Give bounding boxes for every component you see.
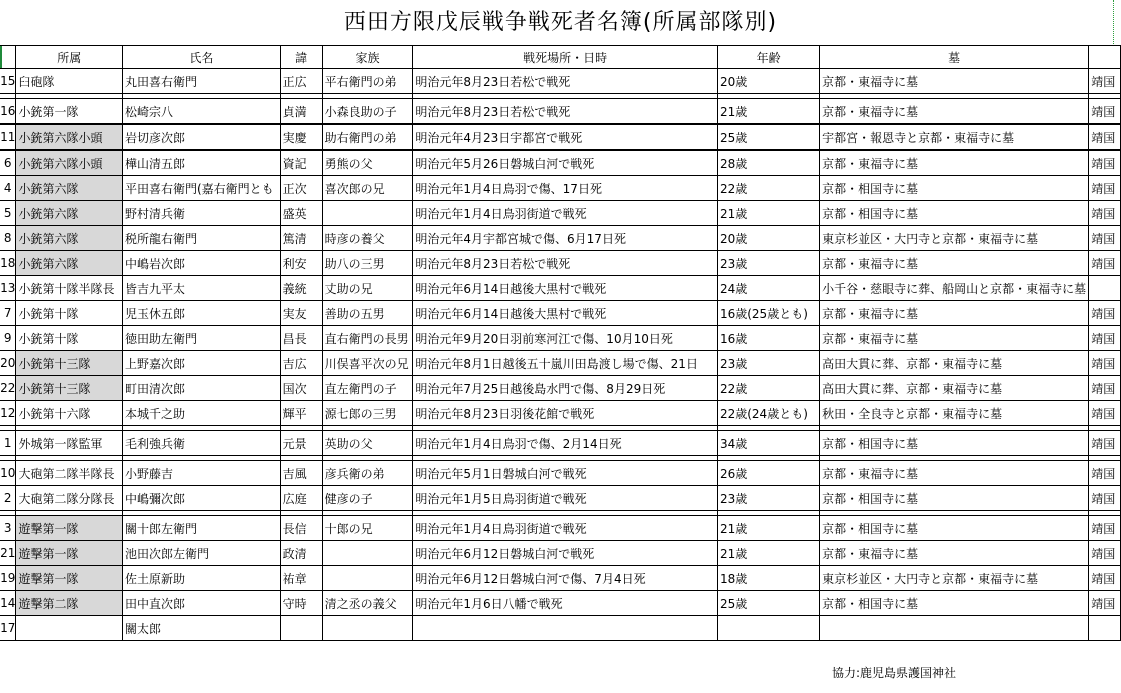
- cell-place[interactable]: 明治元年1月4日鳥羽街道で戦死: [413, 516, 718, 541]
- cell-shrine[interactable]: 靖国: [1089, 201, 1121, 226]
- cell-family[interactable]: 直右衛門の長男: [322, 326, 413, 351]
- cell-imina[interactable]: 資記: [280, 150, 322, 176]
- row-number[interactable]: 1: [0, 431, 16, 456]
- table-row: [0, 99, 1121, 125]
- cell-unit[interactable]: 小銃第一隊: [16, 99, 123, 125]
- row-number[interactable]: 14: [0, 591, 16, 616]
- cell-place[interactable]: 明治元年6月14日越後大黒村で戦死: [413, 301, 718, 326]
- cell-imina[interactable]: 利安: [280, 251, 322, 276]
- cell-name[interactable]: 徳田助左衛門: [123, 326, 281, 351]
- cell-age[interactable]: 20歳: [717, 69, 819, 94]
- cell-name[interactable]: 税所龍右衛門: [123, 226, 281, 251]
- row-number[interactable]: 9: [0, 326, 16, 351]
- cell-family[interactable]: 時彦の養父: [322, 226, 413, 251]
- cell-place[interactable]: 明治元年6月14日越後大黒村で戦死: [413, 276, 718, 301]
- cell-family[interactable]: [322, 616, 413, 641]
- cell-unit[interactable]: 遊撃第一隊: [16, 566, 123, 591]
- cell-grave[interactable]: 東京杉並区・大円寺と京都・東福寺に墓: [820, 566, 1089, 591]
- cell-imina[interactable]: 実友: [280, 301, 322, 326]
- cell-grave[interactable]: 秋田・全良寺と京都・東福寺に墓: [820, 401, 1089, 426]
- cell-imina[interactable]: 正広: [280, 69, 322, 94]
- cell-place[interactable]: 明治元年1月6日八幡で戦死: [413, 591, 718, 616]
- cell-age[interactable]: 25歳: [717, 591, 819, 616]
- cell-shrine[interactable]: 靖国: [1089, 591, 1121, 616]
- cell-family[interactable]: [322, 201, 413, 226]
- cell-place[interactable]: 明治元年1月4日鳥羽で傷、17日死: [413, 176, 718, 201]
- cell-unit[interactable]: 臼砲隊: [16, 69, 123, 94]
- header-place[interactable]: 戦死場所・日時: [413, 46, 718, 69]
- row-number[interactable]: 20: [0, 351, 16, 376]
- cell-family[interactable]: 健彦の子: [322, 486, 413, 511]
- cell-age[interactable]: 22歳(24歳とも): [717, 401, 819, 426]
- row-number[interactable]: 17: [0, 616, 16, 641]
- cell-imina[interactable]: 実慶: [280, 124, 322, 150]
- header-age[interactable]: 年齢: [717, 46, 819, 69]
- cell-grave[interactable]: 京都・東福寺に墓: [820, 301, 1089, 326]
- cell-shrine[interactable]: 靖国: [1089, 541, 1121, 566]
- cell-grave[interactable]: 京都・東福寺に墓: [820, 251, 1089, 276]
- cell-name[interactable]: 中嶋彌次郎: [123, 486, 281, 511]
- cell-age[interactable]: 18歳: [717, 566, 819, 591]
- cell-family[interactable]: [322, 541, 413, 566]
- cell-family[interactable]: 丈助の兄: [322, 276, 413, 301]
- cell-grave[interactable]: 京都・相国寺に墓: [820, 176, 1089, 201]
- table-row: [0, 566, 1121, 591]
- cell-imina[interactable]: 長信: [280, 516, 322, 541]
- table-row: [0, 616, 1121, 641]
- cell-family[interactable]: 助八の三男: [322, 251, 413, 276]
- cell-grave[interactable]: [820, 616, 1089, 641]
- row-number[interactable]: 12: [0, 401, 16, 426]
- cell-imina[interactable]: 守時: [280, 591, 322, 616]
- cell-family[interactable]: 小森良助の子: [322, 99, 413, 125]
- cell-grave[interactable]: 京都・相国寺に墓: [820, 201, 1089, 226]
- cell-imina[interactable]: 広庭: [280, 486, 322, 511]
- cell-shrine[interactable]: 靖国: [1089, 376, 1121, 401]
- cell-age[interactable]: 16歳(25歳とも): [717, 301, 819, 326]
- row-number[interactable]: 16: [0, 99, 16, 125]
- cell-name[interactable]: 關十郎左衛門: [123, 516, 281, 541]
- table-row: [0, 591, 1121, 616]
- cell-unit[interactable]: 遊撃第二隊: [16, 591, 123, 616]
- cell-family[interactable]: 十郎の兄: [322, 516, 413, 541]
- cell-shrine[interactable]: 靖国: [1089, 431, 1121, 456]
- cell-age[interactable]: 23歳: [717, 486, 819, 511]
- row-number[interactable]: 5: [0, 201, 16, 226]
- cell-shrine[interactable]: [1089, 616, 1121, 641]
- cell-imina[interactable]: 国次: [280, 376, 322, 401]
- cell-shrine[interactable]: 靖国: [1089, 516, 1121, 541]
- row-number[interactable]: 8: [0, 226, 16, 251]
- cell-unit[interactable]: 小銃第十隊半隊長: [16, 276, 123, 301]
- table-body: [0, 69, 1121, 641]
- cell-imina[interactable]: 輝平: [280, 401, 322, 426]
- cell-family[interactable]: 喜次郎の兄: [322, 176, 413, 201]
- row-number[interactable]: 11: [0, 124, 16, 150]
- cell-family[interactable]: 彦兵衛の弟: [322, 461, 413, 486]
- cell-place[interactable]: 明治元年8月1日越後五十嵐川田島渡し場で傷、21日: [413, 351, 718, 376]
- cell-unit[interactable]: 小銃第十三隊: [16, 351, 123, 376]
- cell-place[interactable]: 明治元年5月1日磐城白河で戦死: [413, 461, 718, 486]
- cell-unit[interactable]: [16, 616, 123, 641]
- cell-name[interactable]: 皆吉九平太: [123, 276, 281, 301]
- header-row: [0, 46, 1121, 69]
- cell-age[interactable]: 22歳: [717, 376, 819, 401]
- cell-name[interactable]: 小野藤吉: [123, 461, 281, 486]
- cell-grave[interactable]: 宇都宮・報恩寺と京都・東福寺に墓: [820, 124, 1089, 150]
- header-imina[interactable]: 諱: [280, 46, 322, 69]
- table-row: [0, 301, 1121, 326]
- table-row: [0, 176, 1121, 201]
- cell-unit[interactable]: 遊撃第一隊: [16, 516, 123, 541]
- row-number[interactable]: 21: [0, 541, 16, 566]
- cell-unit[interactable]: 小銃第十隊: [16, 301, 123, 326]
- cell-family[interactable]: 平右衛門の弟: [322, 69, 413, 94]
- cell-age[interactable]: 21歳: [717, 516, 819, 541]
- cell-grave[interactable]: 高田大貫に葬、京都・東福寺に墓: [820, 351, 1089, 376]
- row-number[interactable]: 6: [0, 150, 16, 176]
- cell-family[interactable]: 勇熊の父: [322, 150, 413, 176]
- row-number[interactable]: 19: [0, 566, 16, 591]
- cell-unit[interactable]: 小銃第六隊小頭: [16, 150, 123, 176]
- cell-place[interactable]: 明治元年7月25日越後島水門で傷、8月29日死: [413, 376, 718, 401]
- cell-place[interactable]: 明治元年4月宇都宮城で傷、6月17日死: [413, 226, 718, 251]
- cell-age[interactable]: 16歳: [717, 326, 819, 351]
- cell-place[interactable]: 明治元年6月12日磐城白河で戦死: [413, 541, 718, 566]
- cell-name[interactable]: 關太郎: [123, 616, 281, 641]
- cell-unit[interactable]: 小銃第六隊小頭: [16, 124, 123, 150]
- cell-imina[interactable]: 義統: [280, 276, 322, 301]
- cell-grave[interactable]: 京都・相国寺に墓: [820, 516, 1089, 541]
- cell-place[interactable]: 明治元年1月4日鳥羽で傷、2月14日死: [413, 431, 718, 456]
- cell-imina[interactable]: 祐章: [280, 566, 322, 591]
- cell-grave[interactable]: 小千谷・慈眼寺に葬、船岡山と京都・東福寺に墓: [820, 276, 1089, 301]
- header-name[interactable]: 氏名: [123, 46, 281, 69]
- cell-grave[interactable]: 京都・相国寺に墓: [820, 431, 1089, 456]
- cell-unit[interactable]: 外城第一隊監軍: [16, 431, 123, 456]
- table-row: [0, 401, 1121, 426]
- cell-family[interactable]: 助右衛門の弟: [322, 124, 413, 150]
- cell-shrine[interactable]: 靖国: [1089, 176, 1121, 201]
- header-corner[interactable]: [0, 46, 16, 69]
- cell-shrine[interactable]: [1089, 276, 1121, 301]
- cell-age[interactable]: 24歳: [717, 276, 819, 301]
- cell-age[interactable]: 21歳: [717, 99, 819, 125]
- cell-imina[interactable]: 貞満: [280, 99, 322, 125]
- cell-place[interactable]: 明治元年6月12日磐城白河で傷、7月4日死: [413, 566, 718, 591]
- cell-name[interactable]: 田中直次郎: [123, 591, 281, 616]
- cell-unit[interactable]: 小銃第十三隊: [16, 376, 123, 401]
- cell-place[interactable]: [413, 616, 718, 641]
- cell-imina[interactable]: 元景: [280, 431, 322, 456]
- cell-name[interactable]: 児玉休五郎: [123, 301, 281, 326]
- table-row: [0, 541, 1121, 566]
- header-unit[interactable]: 所属: [16, 46, 123, 69]
- cell-shrine[interactable]: 靖国: [1089, 326, 1121, 351]
- row-number[interactable]: 2: [0, 486, 16, 511]
- cell-family[interactable]: 直左衛門の子: [322, 376, 413, 401]
- cell-family[interactable]: 清之丞の義父: [322, 591, 413, 616]
- cell-unit[interactable]: 小銃第十隊: [16, 326, 123, 351]
- cell-age[interactable]: 21歳: [717, 541, 819, 566]
- table-row: [0, 431, 1121, 456]
- row-number[interactable]: 4: [0, 176, 16, 201]
- cell-name[interactable]: 樺山清五郎: [123, 150, 281, 176]
- cell-imina[interactable]: 昌長: [280, 326, 322, 351]
- cell-age[interactable]: 22歳: [717, 176, 819, 201]
- cell-name[interactable]: 丸田喜右衛門: [123, 69, 281, 94]
- table-row: [0, 226, 1121, 251]
- header-grave[interactable]: 墓: [820, 46, 1089, 69]
- cell-shrine[interactable]: 靖国: [1089, 124, 1121, 150]
- row-number[interactable]: 13: [0, 276, 16, 301]
- cell-name[interactable]: 佐土原新助: [123, 566, 281, 591]
- table-row: [0, 516, 1121, 541]
- cell-age[interactable]: 23歳: [717, 251, 819, 276]
- cell-name[interactable]: 毛利強兵衛: [123, 431, 281, 456]
- row-number[interactable]: 22: [0, 376, 16, 401]
- cell-age[interactable]: 23歳: [717, 351, 819, 376]
- cell-name[interactable]: 上野嘉次郎: [123, 351, 281, 376]
- cell-imina[interactable]: 盛英: [280, 201, 322, 226]
- cell-grave[interactable]: 京都・東福寺に墓: [820, 99, 1089, 125]
- header-shrine[interactable]: [1089, 46, 1121, 69]
- cell-unit[interactable]: 遊撃第一隊: [16, 541, 123, 566]
- cell-shrine[interactable]: 靖国: [1089, 401, 1121, 426]
- table-row: [0, 276, 1121, 301]
- cell-shrine[interactable]: 靖国: [1089, 150, 1121, 176]
- cell-imina[interactable]: 吉風: [280, 461, 322, 486]
- row-number[interactable]: 15: [0, 69, 16, 94]
- cell-age[interactable]: 28歳: [717, 150, 819, 176]
- header-family[interactable]: 家族: [322, 46, 413, 69]
- cell-shrine[interactable]: 靖国: [1089, 226, 1121, 251]
- table-row: [0, 201, 1121, 226]
- row-number[interactable]: 7: [0, 301, 16, 326]
- cell-imina[interactable]: [280, 616, 322, 641]
- cell-name[interactable]: 池田次郎左衛門: [123, 541, 281, 566]
- cell-age[interactable]: 25歳: [717, 124, 819, 150]
- cell-grave[interactable]: 京都・相国寺に墓: [820, 591, 1089, 616]
- cell-place[interactable]: 明治元年4月23日宇都宮で戦死: [413, 124, 718, 150]
- cell-name[interactable]: 岩切彦次郎: [123, 124, 281, 150]
- sheet-title: 西田方限戊辰戦争戦死者名簿(所属部隊別): [343, 10, 778, 35]
- cell-shrine[interactable]: 靖国: [1089, 486, 1121, 511]
- cell-name[interactable]: 町田清次郎: [123, 376, 281, 401]
- cell-family[interactable]: 英助の父: [322, 431, 413, 456]
- gridline: [1113, 0, 1114, 44]
- credit-text: 協力:鹿児島県護国神社: [832, 666, 957, 680]
- roster-table: [0, 45, 1121, 641]
- table-row: [0, 251, 1121, 276]
- row-number[interactable]: 10: [0, 461, 16, 486]
- table-row: [0, 150, 1121, 176]
- table-row: [0, 124, 1121, 150]
- row-number[interactable]: 18: [0, 251, 16, 276]
- cell-unit[interactable]: 大砲第二隊分隊長: [16, 486, 123, 511]
- cell-age[interactable]: 34歳: [717, 431, 819, 456]
- cell-grave[interactable]: 京都・東福寺に墓: [820, 150, 1089, 176]
- cell-family[interactable]: 源七郎の三男: [322, 401, 413, 426]
- cell-place[interactable]: 明治元年8月23日羽後花館で戦死: [413, 401, 718, 426]
- table-row: [0, 461, 1121, 486]
- cell-place[interactable]: 明治元年8月23日若松で戦死: [413, 69, 718, 94]
- cell-family[interactable]: 善助の五男: [322, 301, 413, 326]
- cell-imina[interactable]: 篤清: [280, 226, 322, 251]
- cell-name[interactable]: 中嶋岩次郎: [123, 251, 281, 276]
- cell-name[interactable]: 松崎宗八: [123, 99, 281, 125]
- cell-shrine[interactable]: 靖国: [1089, 99, 1121, 125]
- cell-name[interactable]: 野村清兵衛: [123, 201, 281, 226]
- cell-age[interactable]: 21歳: [717, 201, 819, 226]
- cell-unit[interactable]: 小銃第六隊: [16, 226, 123, 251]
- cell-imina[interactable]: 正次: [280, 176, 322, 201]
- table-row: [0, 376, 1121, 401]
- cell-name[interactable]: 平田喜右衛門(嘉右衛門とも: [123, 176, 281, 201]
- cell-grave[interactable]: 高田大貫に葬、京都・東福寺に墓: [820, 376, 1089, 401]
- cell-grave[interactable]: 京都・東福寺に墓: [820, 541, 1089, 566]
- table-row: [0, 351, 1121, 376]
- table-row: [0, 486, 1121, 511]
- cell-unit[interactable]: 小銃第六隊: [16, 251, 123, 276]
- cell-shrine[interactable]: 靖国: [1089, 461, 1121, 486]
- cell-shrine[interactable]: 靖国: [1089, 351, 1121, 376]
- row-number[interactable]: 3: [0, 516, 16, 541]
- cell-place[interactable]: 明治元年1月4日鳥羽街道で戦死: [413, 201, 718, 226]
- cell-imina[interactable]: 政清: [280, 541, 322, 566]
- cell-age[interactable]: [717, 616, 819, 641]
- cell-place[interactable]: 明治元年8月23日若松で戦死: [413, 251, 718, 276]
- cell-family[interactable]: [322, 566, 413, 591]
- cell-shrine[interactable]: 靖国: [1089, 301, 1121, 326]
- cell-grave[interactable]: 京都・東福寺に墓: [820, 461, 1089, 486]
- cell-place[interactable]: 明治元年9月20日羽前寒河江で傷、10月10日死: [413, 326, 718, 351]
- table-row: [0, 326, 1121, 351]
- cell-unit[interactable]: 小銃第六隊: [16, 176, 123, 201]
- cell-grave[interactable]: 京都・東福寺に墓: [820, 69, 1089, 94]
- cell-place[interactable]: 明治元年5月26日磐城白河で戦死: [413, 150, 718, 176]
- cell-grave[interactable]: 東京杉並区・大円寺と京都・東福寺に墓: [820, 226, 1089, 251]
- cell-place[interactable]: 明治元年1月5日鳥羽街道で戦死: [413, 486, 718, 511]
- cell-unit[interactable]: 小銃第六隊: [16, 201, 123, 226]
- cell-grave[interactable]: 京都・相国寺に墓: [820, 486, 1089, 511]
- table-row: [0, 69, 1121, 94]
- cell-unit[interactable]: 大砲第二隊半隊長: [16, 461, 123, 486]
- cell-name[interactable]: 本城千之助: [123, 401, 281, 426]
- cell-age[interactable]: 26歳: [717, 461, 819, 486]
- cell-place[interactable]: 明治元年8月23日若松で戦死: [413, 99, 718, 125]
- cell-shrine[interactable]: 靖国: [1089, 69, 1121, 94]
- cell-shrine[interactable]: 靖国: [1089, 251, 1121, 276]
- cell-imina[interactable]: 吉広: [280, 351, 322, 376]
- cell-shrine[interactable]: 靖国: [1089, 566, 1121, 591]
- cell-age[interactable]: 20歳: [717, 226, 819, 251]
- cell-family[interactable]: 川俣喜平次の兄: [322, 351, 413, 376]
- cell-grave[interactable]: 京都・東福寺に墓: [820, 326, 1089, 351]
- cell-unit[interactable]: 小銃第十六隊: [16, 401, 123, 426]
